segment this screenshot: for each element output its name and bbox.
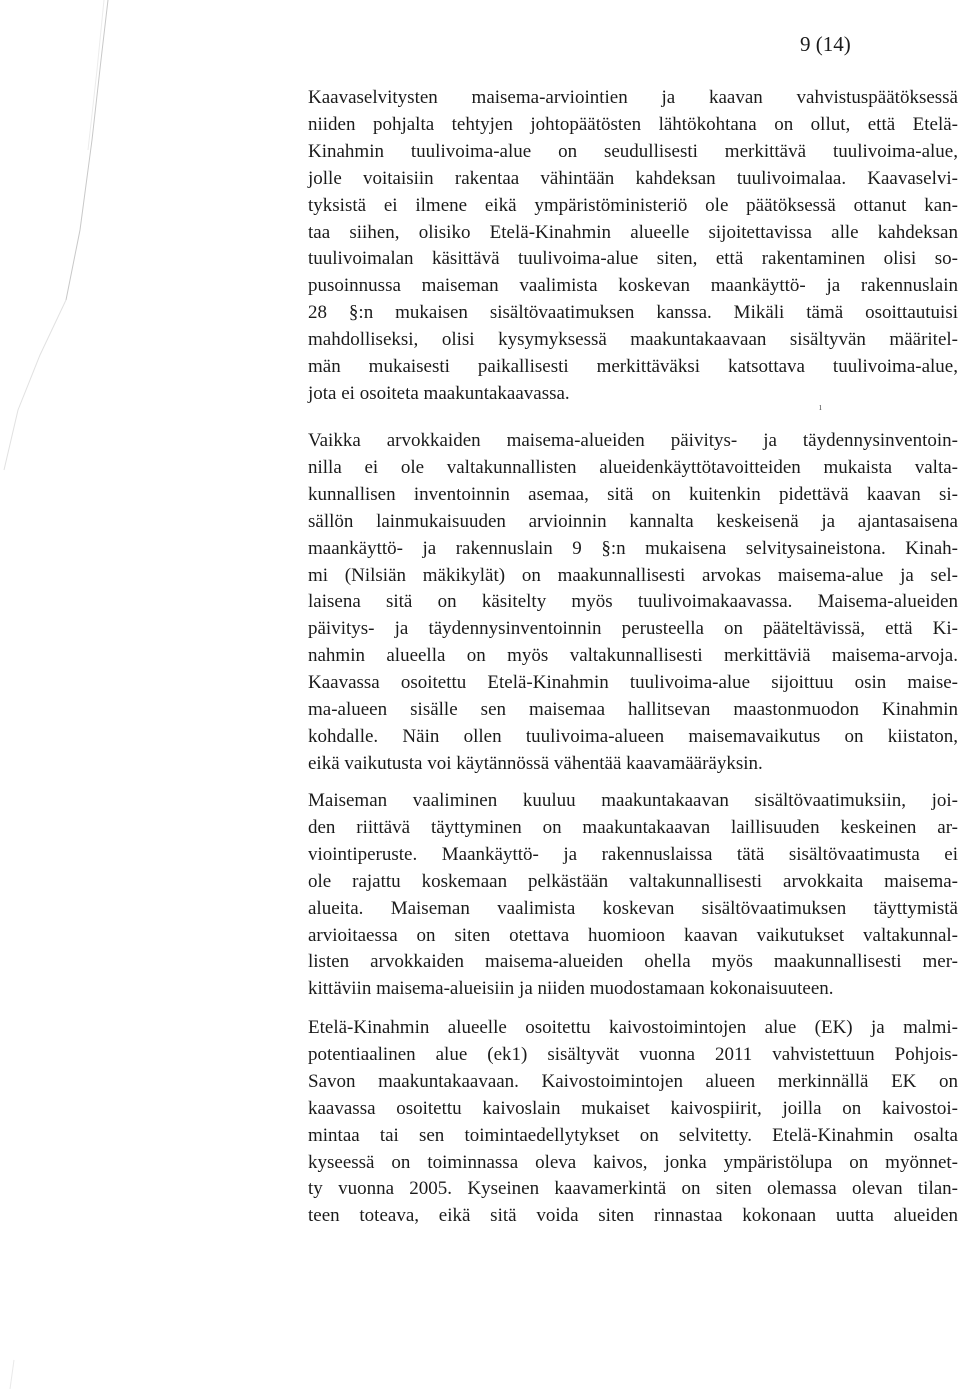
text-line: mi (Nilsiän mäkikylät) on maakunnallisesti arvokas maisema-alue ja sel- — [308, 564, 958, 586]
text-line: Maiseman vaaliminen kuuluu maakuntakaavan sisältövaatimuksiin, joi- — [308, 790, 958, 811]
text-line: män mukaisesti paikallisesti merkittäväksi katsottava tuulivoima-alue, — [308, 356, 958, 378]
text-line: kohdalle. Näin ollen tuulivoima-alueen maisemavaikutus on kiistaton, — [308, 725, 958, 747]
paragraph-1 — [308, 85, 958, 408]
text-line: tyksistä ei ilmene eikä ympäristöministeriö ole päätöksessä ottanut kan- — [308, 194, 958, 216]
text-line: den riittävä täyttyminen on maakuntakaavan laillisuuden keskeinen ar- — [308, 816, 958, 838]
paragraph-4 — [308, 1015, 958, 1230]
text-line: ty vuonna 2005. Kyseinen kaavamerkintä on siten olemassa olevan tilan- — [308, 1178, 958, 1200]
text-line: kittäviin maisema-alueisiin ja niiden muodostamaan kokonaisuuteen. — [308, 978, 834, 1000]
text-line: ma-alueen sisälle sen maisemaa hallitsevan maastonmuodon Kinahmin — [308, 699, 958, 721]
text-line: mahdolliseksi, olisi kysymyksessä maakuntakaavaan sisältyvän määritel- — [308, 329, 958, 351]
text-line: laisena sitä on käsitelty myös tuulivoimakaavassa. Maisema-alueiden — [308, 591, 958, 613]
text-line: arvioitaessa on siten otettava huomioon kaavan vaikutukset valtakunnal- — [308, 924, 958, 946]
text-line: niiden pohjalta tehtyjen johtopäätösten lähtökohtana on ollut, että Etelä- — [308, 113, 958, 135]
text-line: potentiaalinen alue (ek1) sisältyvät vuonna 2011 vahvistettuun Pohjois- — [308, 1043, 958, 1065]
text-line: taa siihen, olisiko Etelä-Kinahmin alueelle sijoitettavissa alle kahdeksan — [308, 221, 958, 243]
text-line: Kaavassa osoitettu Etelä-Kinahmin tuulivoima-alue sijoittuu osin maise- — [308, 672, 958, 694]
text-line: teen toteava, eikä sitä voida siten rinnastaa kokonaan uutta alueiden — [308, 1205, 958, 1227]
text-line: viointiperuste. Maankäyttö- ja rakennuslaissa tätä sisältövaatimusta ei — [308, 843, 958, 865]
scan-edge-shadow — [0, 0, 120, 1389]
text-line: Etelä-Kinahmin alueelle osoitettu kaivostoimintojen alue (EK) ja malmi- — [308, 1017, 958, 1038]
text-line: kaavassa osoitettu kaivoslain mukaiset kaivospiirit, joilla on kaivostoi- — [308, 1097, 958, 1119]
text-line: listen arvokkaiden maisema-alueiden ohella myös maakunnallisesti mer- — [308, 951, 958, 973]
paragraph-3 — [308, 788, 958, 1003]
text-line: ole rajattu koskemaan pelkästään valtakunnallisesti arvokkaita maisema- — [308, 870, 958, 892]
text-line: alueita. Maiseman vaalimista koskevan sisältövaatimuksen täyttymistä — [308, 897, 958, 919]
text-line: päivitys- ja täydennysinventoinnin perusteella on pääteltävissä, että Ki- — [308, 618, 958, 640]
text-line: kunnallisen inventoinnin asemaa, sitä on kuitenkin pidettävä kaavan si- — [308, 483, 958, 505]
text-line: pusoinnussa maiseman vaalimista koskevan maankäyttö- ja rakennuslain — [308, 275, 958, 297]
page-number: 9 (14) — [800, 32, 851, 56]
text-line: nahmin alueella on myös valtakunnallisesti merkittäviä maisema-arvoja. — [308, 645, 958, 667]
text-line: Kaavaselvitysten maisema-arviointien ja kaavan vahvistuspäätöksessä — [308, 87, 958, 108]
text-line: jota ei osoiteta maakuntakaavassa. — [308, 382, 570, 404]
text-line: tuulivoimalan käsittävä tuulivoima-alue siten, että rakentaminen olisi so- — [308, 248, 958, 270]
text-line: Savon maakuntakaavaan. Kaivostoimintojen alueen merkinnällä EK on — [308, 1070, 958, 1092]
paragraph-2 — [308, 428, 958, 778]
text-line: mintaa tai sen toimintaedellytykset on selvitetty. Etelä-Kinahmin osalta — [308, 1124, 958, 1146]
text-line: maankäyttö- ja rakennuslain 9 §:n mukaisena selvitysaineistona. Kinah- — [308, 537, 958, 559]
text-line: 28 §:n mukaisen sisältövaatimuksen kanssa. Mikäli tämä osoittautuisi — [308, 302, 958, 324]
text-line: Kinahmin tuulivoima-alue on seudullisesti merkittävä tuulivoima-alue, — [308, 140, 958, 162]
text-line: kyseessä on toiminnassa oleva kaivos, jonka ympäristölupa on myönnet- — [308, 1151, 958, 1173]
scan-speck: ı — [819, 402, 822, 413]
text-line: jolle voitaisiin rakentaa vähintään kahdeksan tuulivoimalaa. Kaavaselvi- — [308, 167, 958, 189]
text-line: sällön lainmukaisuuden arvioinnin kannalta keskeisenä ja ajantasaisena — [308, 510, 958, 532]
text-line: Vaikka arvokkaiden maisema-alueiden päivitys- ja täydennysinventoin- — [308, 430, 958, 451]
text-line: nilla ei ole valtakunnallisten alueidenkäyttötavoitteiden mukaista valta- — [308, 456, 958, 478]
text-line: eikä vaikutusta voi käytännössä vähentää kaavamääräyksin. — [308, 752, 763, 774]
